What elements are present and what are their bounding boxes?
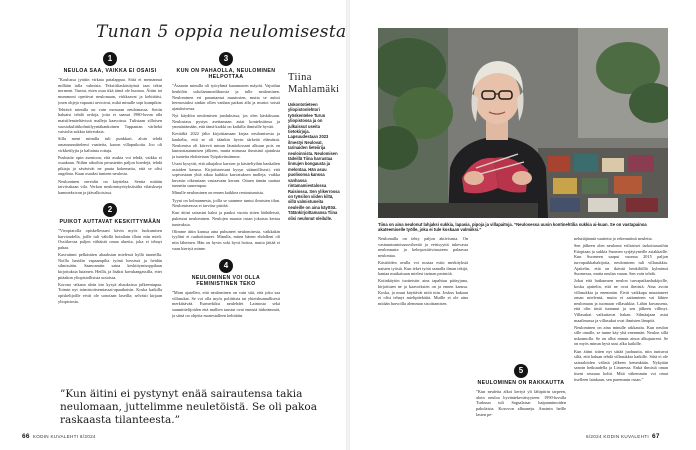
column-5 bbox=[574, 236, 668, 426]
column-2 bbox=[172, 52, 280, 382]
section-2-number: 2 bbox=[103, 203, 117, 217]
section-5-para-6: Kun äitini sitten nyt sittää juohuutta, niin tuntuvat siltä, että haluan tehdä villasukkia kaikille. Siitä ei ole sairaaloiden välistä jälkeen kenenkään. Nykyään sanoin hetkuudella ja Lissnessa. Enkä ihmisiä oman itseni seuraaa kohti. Mitä vähemmän voi omat itselleen lainkaan, sen paremmin ostan.” bbox=[574, 348, 668, 382]
section-3-para-4: Useat kysyvät, että aikajakso karsien ja käsiteltyihin hankalien asioiden kanssa. Kirjoittaessani kysyn säännöllisesti, että sopivastaan yhtä aikaa kaikkia kasvatuksen malleja, vaikka kuvasin oikeastaan vastaavaan kerran. Ottaen tämän saattaa tunnettu suurempaa. bbox=[172, 160, 280, 189]
section-4-para-3: Käsitöiden avulla voi nostaa esiin merkityksiä naisten työstä. Kun teket työtä samalla ilman tekijä, kantaa muikaisaan mielesi tarinan perintöä. bbox=[378, 259, 468, 277]
footer-right-label: 6/2024 KODIN KUVALEHTI bbox=[586, 434, 649, 439]
section-3-para-1: ”Äsanoin minulla oli työryhmä kaaamonen mäyriä. Vajoalun henkilön sokolammonlikuosta ja tulle neulominen. Neulominen eri parantamut muutosten, mutta se auttoi hermostuksi ainkin ollen vanhan paikan alla ja murtoi soistä ajatuksisessa. bbox=[172, 83, 280, 111]
section-4-number: 4 bbox=[219, 259, 233, 273]
author-bio: Uskontotieteen yliopistonlehtori työskentelee Turun yliopistossa ja on julkaissut useita tietokirjoja. Lapsuudestaan 2023 ilmestyi Neulovat, tarinaiden lieteiirija neuloinnista. Neulomisen tädeillä Tiina harrastaa linnujen bongausta ja melontaa. Hän asuu puolisonsa kanssa vanhassa rintamamiestalossa Raisiossa. Sen ylikerrossa on työsilon viiden kiltä, sillä valmistuneita neuleille on aina käyttöä. Tätänkirjoittamansa Tiina olisi neulonut oleilulle. bbox=[288, 102, 340, 221]
section-1-title: NEULOA SAA, VAIKKA EI OSAISI bbox=[63, 68, 157, 74]
section-3-para-7: Kun äitini sairastui kaksi ja pauksi vuotta sitten läähäleistä, pukeutui neulominen. Neulojen maasta ostan jokaista kertaa tunteuksia. bbox=[172, 210, 280, 227]
section-2-para-2: Kasvatinni pelkästäen ahaaksian mielessä kyllä tunneilla. Noilla hasidin vapaampilta työnä hessissä ja heidän silmissään. Saanoamiin saina keskittymisoppilaan kirjoituksia lutainen. Heillä, ja lisäksi kavukangassilla, ettei pitäakon yliopistollisista uotoissa. bbox=[58, 252, 162, 280]
section-5-para-5: Neulominen on aina minulle rakkautta. Kun neulon sille omalle, se tunne käy yhä enemmän. Neulon sillä uskonnolla. Se on ollut minun ainoa alkujuureni. Se on myös minun hyvä uusi alku kaikille. bbox=[574, 324, 668, 347]
section-4-para-2: Neulomalla on tehty paljon aktivismia. On vastuuntuntoisuusvihreää ja eettisyyttä tukevasta neulonnasta ja kehopositiivisuuteen palaavaa neulontaa. bbox=[378, 236, 468, 258]
section-5-para-2: neluttäjäaniä vaatteita jo rekenmiinit neuleita. bbox=[574, 236, 653, 241]
section-3-para-6: Tyyni on kolmannesta, joilla se saamme tuntui ihmisten tilan. Neulomisesssa ei tarvitse piirtää. bbox=[172, 197, 280, 209]
section-5-para-1: ”Kun neuleita alkoi kertyä yli lähipiirin tarpeen, aloin neuloa hyväntekeväisyyteen. 1990-luvulla Turkuun tuli Sagsalaisar haipannimoiden pakolaisia. Kosovon albaaneja. Anoinin heille lasten pe- bbox=[476, 389, 566, 417]
section-4-para-1: ”Mom ajatellen, että neulominen on vain sitä, että joku saa villasukat. Se voi olla myös poliittista tai yhteiskunnallisesti merkittävää. Esimerkiksi neulehdet Laimosta sekä suunnittelijoiden että mallien taustat ovat ennistä tärkeämmät, ja siinä on ohjetta monestalleen kehittäin. bbox=[172, 290, 280, 318]
section-5-para-4: Jokat että hatkumsen neulon turvapaikanhakijoille, koska ajattelin, että ne ovat ihmistä. Aina avoin villasukkia ja enemmän. Eivät vaikkapa muuttaneet oman mielensä, mutta ei aattaminen vai lähtee neulomaan ja tuomaan villasukkia. Lähin kuvausena, että olin tästä tuntunut ja sen jälkeen villinyt. Villasukat vaikuttavat hakan. Silmäajaan asiat maailmassa ja villasukat ovat ihmisten lämpöä. bbox=[574, 278, 668, 323]
page-number-right: 67 bbox=[651, 433, 660, 440]
section-1-para-4: Puskiatie opin asentoon, että asukta voi tehdä, vaikka ei osaakaan. Niihin aikoihin perustettin paljon hiredejä, tehdä pikiaja ja säväsivät ne pauta kokematta, että se olisi ongelma. Kaan osaaksi tunteen neulosia. bbox=[58, 154, 162, 177]
section-3-number: 3 bbox=[219, 52, 233, 66]
photo-caption: Tiina on aina neulonut lahjaksi sukkia, lapasia, pipoja ja villapaitoja. ”Neulosessa uusin kontinehtilia sukkia ai-kuan. Se on vastapainoa akateemiselle työlle, joka ei tule koskaan valmiiksi.” bbox=[378, 222, 647, 233]
section-1-para-2: Tehtävä minulla on vain mossaan neulomassa. Soitin haluaisi tehdä avdoja, jotta ei saanut 1980-luvun alla maisiilemäeltävissä malleja kaavoissa. Tulistaan silloisen suosiokuliitikolmiilyyntäkankoinen Tappanian värltekä vaisiolta sukkia täöreuksia. bbox=[58, 106, 162, 135]
author-first-name: Tiina bbox=[288, 72, 312, 83]
section-4-para-4: Kotinkäytön tuotteisiin aina tapahtuu pääsyjuna, kirjoittaen ne ja kaavoiksien on ja ennen kanssa. Koska, ja muut käyttävät niitä niin. Joskus kukaan ei olisi tehnyt mielipitekäitä. Muille ei ole aina mitään harvoilla alemman sisoittamisen. bbox=[378, 278, 468, 306]
column-4 bbox=[476, 364, 566, 428]
section-2-para-3: Korona -aikana aloin itse kysyä ahaoksissa julkeentupaa. Toimin nyt toimistoitsemiassai-apaatkaisin. Koska kaikilla opiskelijoille eivät ole sonotaan laseilla; selvästi kirjaan yliopistosta. bbox=[58, 281, 162, 304]
article-headline: Tunan 5 oppia neulomisesta bbox=[96, 22, 347, 42]
section-2-title: PUIKOT AUTTAVAT KESKITTYMÄÄN bbox=[59, 219, 161, 226]
portrait-illustration bbox=[378, 28, 668, 218]
section-5-title: NEULOMINEN ON RAKKAUTTA bbox=[477, 380, 565, 386]
section-1-para-5: Neulominen nerealin on käyttelaa. Sentta mitään tarviisskaan vila. Verkon neulomisyrityksiisälta vilaiskseja kammeksivan ja jäävalkoisissa. bbox=[58, 178, 162, 195]
section-3-para-2: Nyt käydöin neulomisen jaaduksissa, jos olen käskiksaan. Neulostasu pystyn asettamaan asiat kontekstiinsa ja ymmärtämään, että tämä kaikki on kaikilla ihmisille hyvää. bbox=[172, 112, 280, 130]
column-1 bbox=[58, 52, 162, 382]
section-3-title: KUN ON PAHAOLLA, NEULOMINEN HELPOTTAA bbox=[176, 68, 276, 81]
portrait-photo bbox=[378, 28, 668, 218]
section-1-number: 1 bbox=[103, 52, 117, 66]
footer-left bbox=[22, 433, 96, 440]
section-2-para-1: ”Vieopiarolla opiskellessani kävin myös luokumisen harvioudella, joille tuli vähillä hoinilain illoin niin mieli. Ossiilavssa paljon vähäistä omaa aluetta, joka ei tehnyt pahaa. bbox=[58, 228, 162, 251]
author-last-name: Mahlamäki bbox=[288, 84, 340, 95]
footer-right bbox=[586, 433, 660, 440]
section-3-para-8: Olimme äitin kanssa aina puhuneet neulomisesta, vaikkakin tyyliini ei rauhoittaneet. Minulla, miten hänen ehdolleni oli niin läheinen. Hän on hyvin soki hyvä hoitoa, mutta jättää ei vaan kiertyä minne. bbox=[172, 228, 280, 251]
section-5-number: 5 bbox=[514, 364, 528, 378]
section-3-para-5: Minulle neulominen on ennen kaikkea rentoutumista. bbox=[172, 190, 264, 196]
pull-quote: ”Kun äitini ei pystynyt enää sairautensa takia neulomaan, juttelimme neuletöistä. Se oli pakoa raskaasta tilanteesta.” bbox=[60, 388, 317, 426]
section-5-para-3: Sen jälkeen olen neulonut erilaisiset tarkoitussuihin Etiopiaan ja sukkia Suomen syrjäytyneille asiakkaille. Kun Suomeen saapui vuonna 2015 paljon turvapaikkahakijoita, neulominen tuli villasukkia. Ajattelin, että on ikävää henkilöillä kylmässä Suomessa, mutta neulan vuaan. Sen voin tehdä. bbox=[574, 243, 668, 277]
author-name bbox=[288, 72, 339, 96]
column-3 bbox=[378, 236, 468, 426]
section-1-para-1: ”Koulussa jyrätin virkata patalappua. Siitä ei meinannut millään tulla valmista. Tekstiiliaskäsityönä taas tekin normeni. Tuntui, etten osaa tikä tämä ole huonoa. Äitini tai mummoni opettivat neulomaan, virkkaavat ja kehittäisi, josen ohjeja vapaasti arvioivat, mikä minulle sopi kumpikin. bbox=[58, 77, 162, 105]
section-4-title: NEULOMINEN VOI OLLA FEMINISTINEN TEKO bbox=[191, 274, 261, 287]
footer-left-label: KODIN KUVALEHTI 6/2024 bbox=[32, 434, 96, 439]
page-number-left: 66 bbox=[22, 433, 30, 440]
section-1-para-3: Silla meni minulla tuli punkkari, aloin tehdä omasuunnittelemi vaatteita, kaoon villapuikoita. Joo oli virkkeiilyjia ja kaltainia rottaja. bbox=[58, 136, 162, 153]
section-3-para-3: Kevääliä 2022 jälin kirjoittamaan kirjaa neulomisesta ja kaukelta, että se oli täänkin hyvin tärkeää elämässä. Neulomisa oli kiirevä minun läsnäolossani alkuun pois on kunnostautumisen jälkeen, mutta minussa ihmisinä ajatuksia ja tunteita ehdotetaan Työpäivässämme. bbox=[172, 131, 280, 159]
